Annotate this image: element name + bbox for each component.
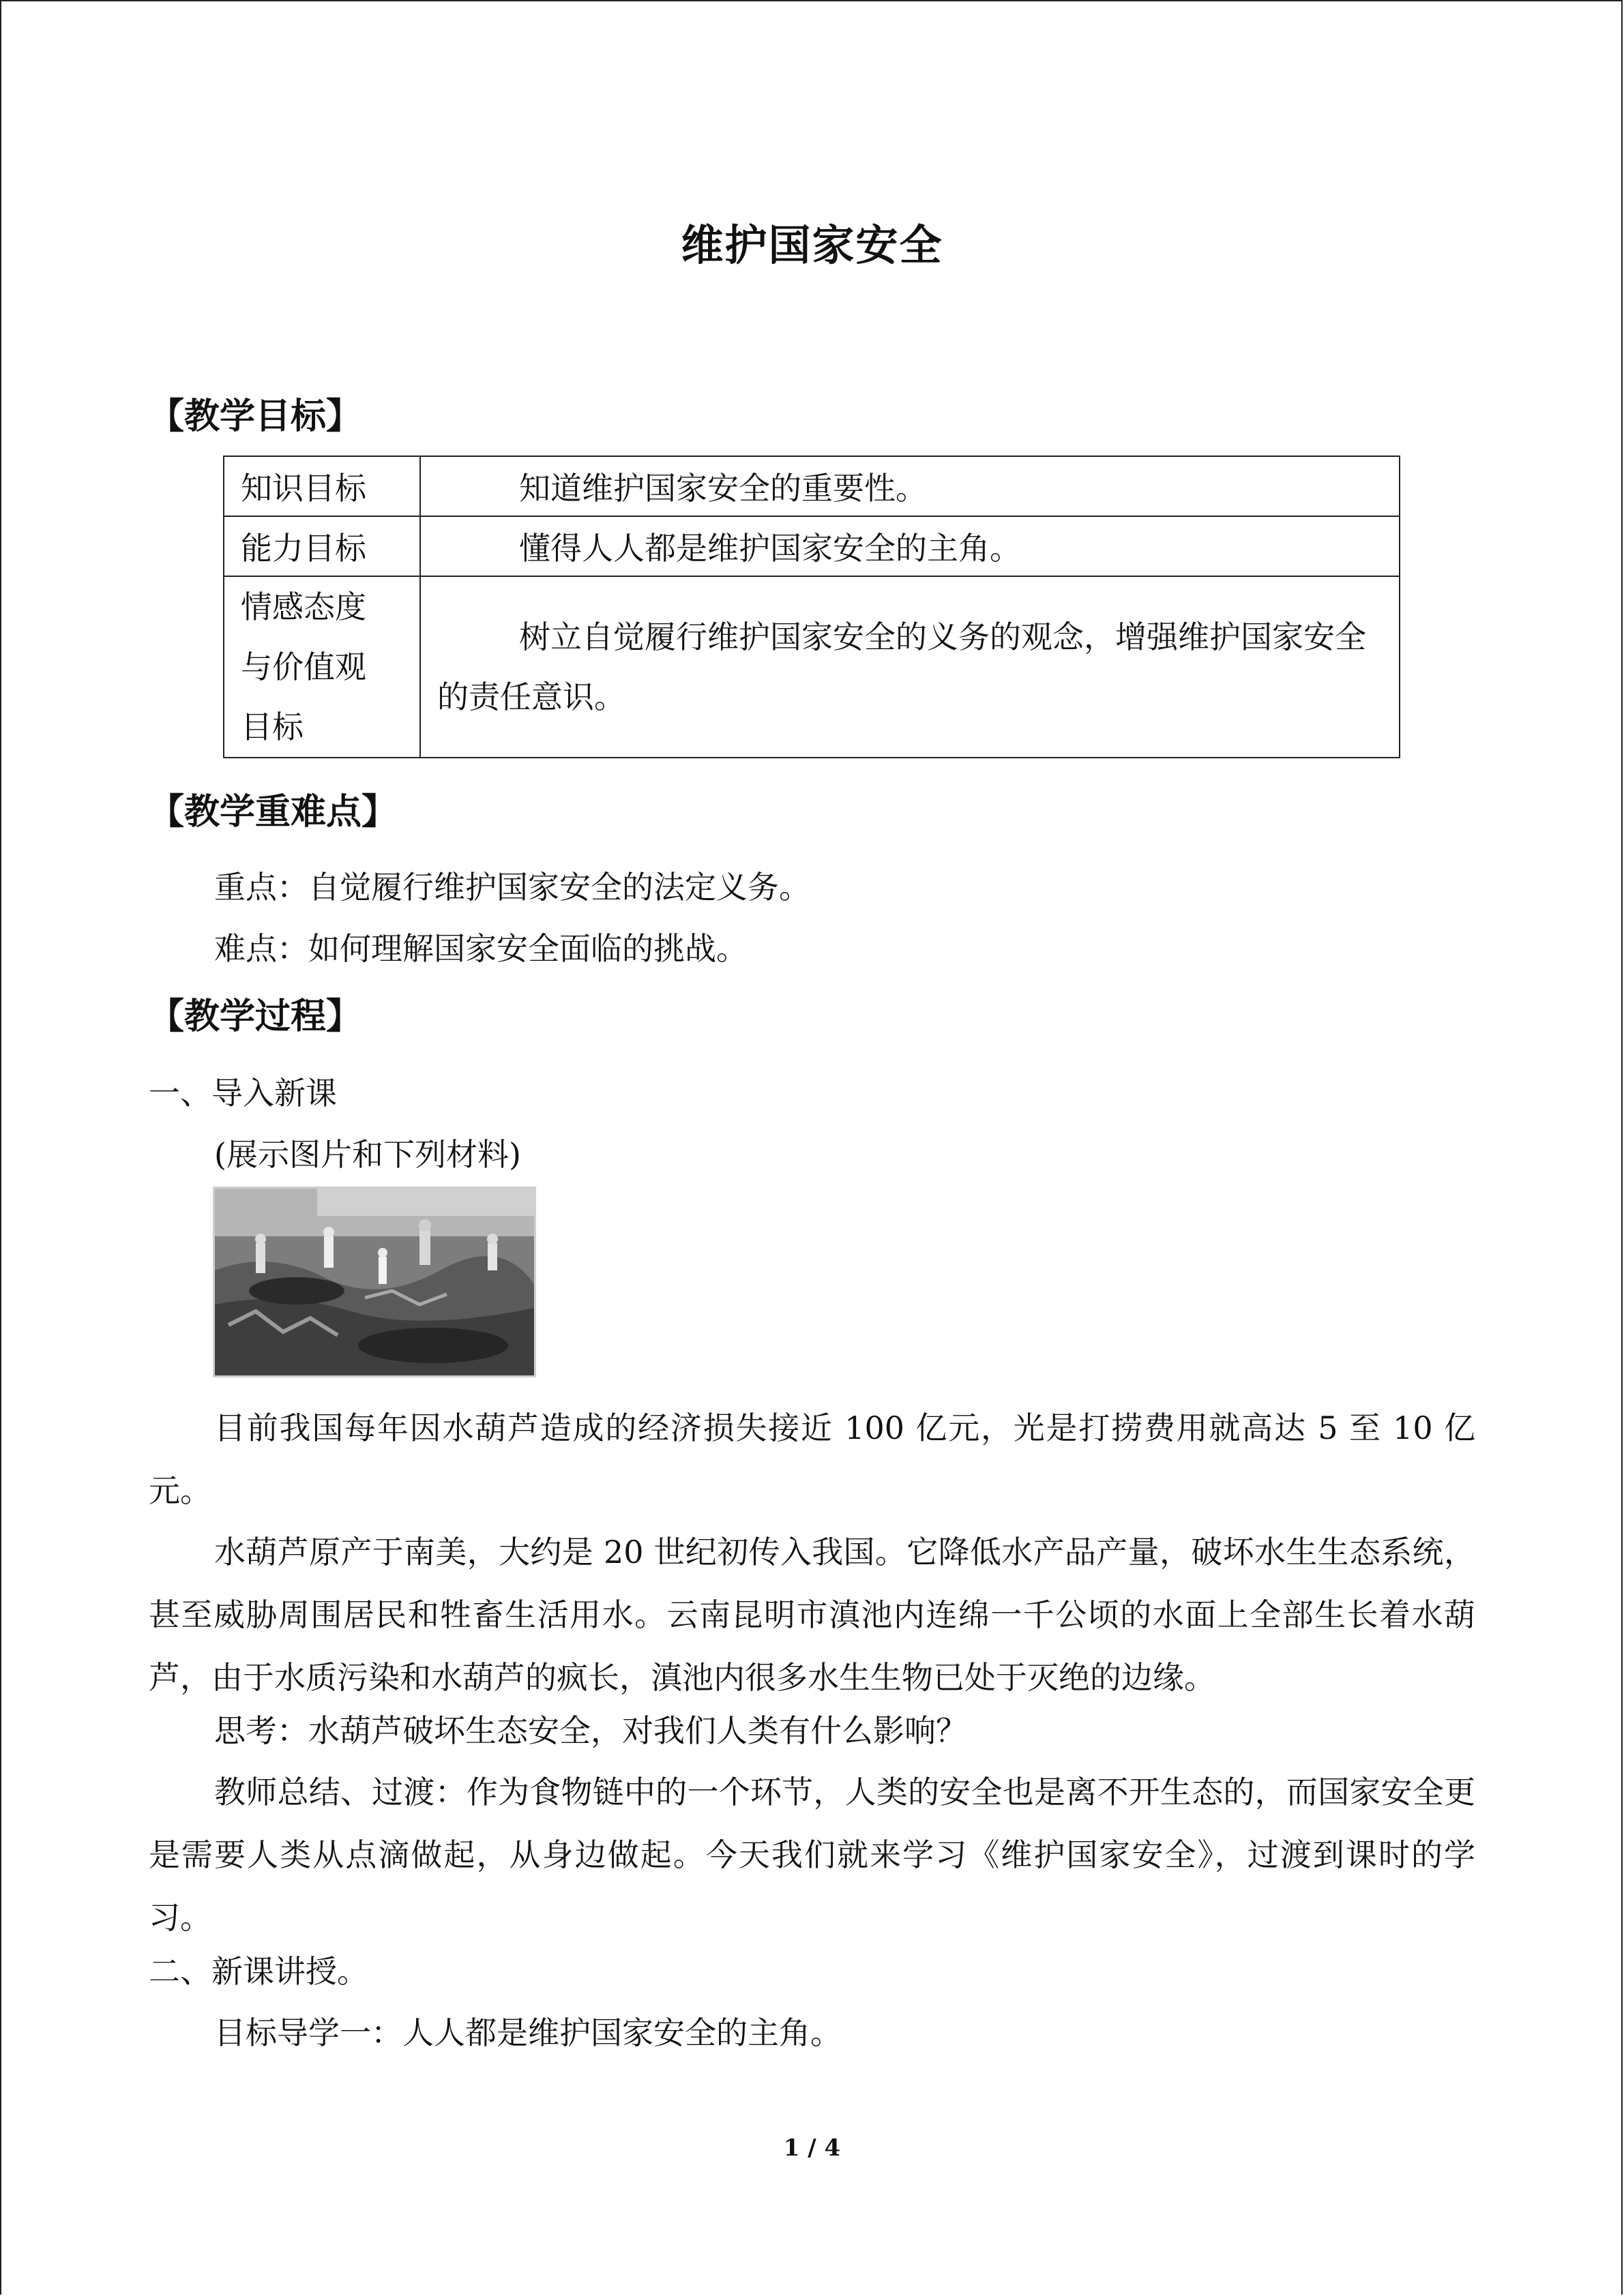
table-row (224, 576, 1400, 758)
table-row (224, 516, 1400, 576)
step1-note: (展示图片和下列材料) (214, 1136, 521, 1173)
objective-text: 知道维护国家安全的重要性。 (519, 470, 927, 507)
objective-label-line: 与价值观 (241, 648, 366, 685)
key-point: 重点：自觉履行维护国家安全的法定义务。 (214, 869, 810, 906)
objective-text: 树立自觉履行维护国家安全的义务的观念，增强维护国家安全的责任意识。 (437, 618, 1366, 715)
objective-label: 知识目标 (224, 456, 420, 516)
objective-label-line: 情感态度 (241, 588, 366, 625)
paragraph: 教师总结、过渡：作为食物链中的一个环节，人类的安全也是离不开生态的，而国家安全更是需要人类从点滴做起，从身边做起。今天我们就来学习《维护国家安全》，过渡到课时的学习。 (149, 1774, 1475, 1936)
water-hyacinth-photo (213, 1187, 536, 1377)
page-number: 1 / 4 (783, 2134, 841, 2162)
objective-value (420, 576, 1400, 758)
objective-value (420, 456, 1400, 516)
step2-goal: 目标导学一：人人都是维护国家安全的主角。 (214, 2014, 842, 2051)
page-title: 维护国家安全 (681, 220, 943, 270)
objective-label-line: 目标 (241, 709, 304, 745)
difficulty-heading: 【教学重难点】 (149, 792, 398, 833)
objectives-table (223, 456, 1400, 758)
hard-point: 难点：如何理解国家安全面临的挑战。 (214, 930, 748, 967)
objective-label: 能力目标 (224, 516, 420, 576)
objectives-heading: 【教学目标】 (149, 396, 362, 437)
objective-label (224, 576, 420, 758)
photo-graphic (215, 1189, 534, 1375)
paragraph: 思考：水葫芦破坏生态安全，对我们人类有什么影响？ (214, 1712, 967, 1749)
process-heading: 【教学过程】 (149, 996, 362, 1037)
objective-text: 懂得人人都是维护国家安全的主角。 (519, 530, 1021, 567)
step1-title: 一、导入新课 (149, 1075, 337, 1112)
paragraph: 水葫芦原产于南美，大约是 20 世纪初传入我国。它降低水产品产量，破坏水生生态系统，甚至威胁周围居民和牲畜生活用水。云南昆明市滇池内连绵一千公顷的水面上全部生长着水葫芦，由于水质污染和水葫芦的疯长，滇池内很多水生生物已处于灭绝的边缘。 (149, 1534, 1475, 1696)
paragraph: 目前我国每年因水葫芦造成的经济损失接近 100 亿元，光是打捞费用就高达 5 至 10 亿元。 (149, 1410, 1475, 1509)
objective-value (420, 516, 1400, 576)
table-row (224, 456, 1400, 516)
step2-title: 二、新课讲授。 (149, 1953, 368, 1990)
